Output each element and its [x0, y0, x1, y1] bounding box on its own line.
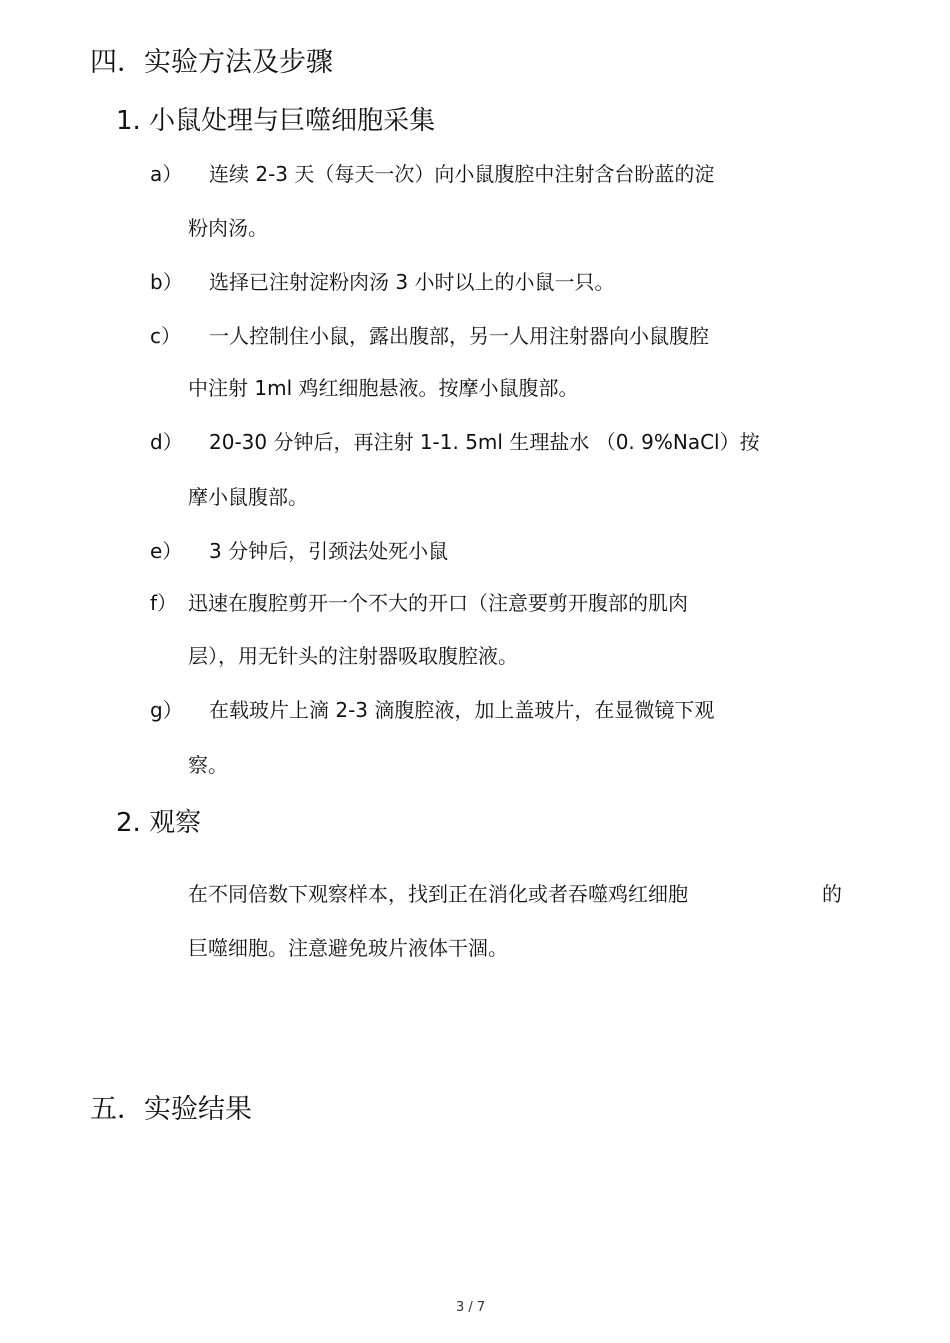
step-g-marker: g） [150, 698, 183, 722]
step-g-text-line2: 察。 [188, 753, 228, 777]
step-b-text-line1: 选择已注射淀粉肉汤 3 小时以上的小鼠一只。 [209, 270, 615, 294]
observation-text-line2: 巨噬细胞。注意避免玻片液体干涸。 [188, 936, 508, 960]
step-e-text-line1: 3 分钟后，引颈法处死小鼠 [209, 539, 449, 563]
page-number: 3 / 7 [456, 1300, 486, 1315]
step-g-text-line1: 在载玻片上滴 2-3 滴腹腔液，加上盖玻片，在显微镜下观 [209, 698, 715, 722]
subsection-title-observation: 2. 观察 [116, 808, 202, 838]
step-d-marker: d） [150, 430, 183, 454]
step-f-text-line2: 层），用无针头的注射器吸取腹腔液。 [188, 644, 518, 668]
step-c-marker: c） [150, 324, 181, 348]
step-d-text-line1: 20-30 分钟后，再注射 1-1. 5ml 生理盐水 （0. 9%NaCl）按 [209, 430, 760, 454]
step-a-text-line2: 粉肉汤。 [188, 216, 268, 240]
step-a-marker: a） [150, 162, 183, 186]
section-title-results: 五．实验结果 [90, 1094, 252, 1125]
observation-text-line1: 在不同倍数下观察样本，找到正在消化或者吞噬鸡红细胞 [188, 882, 688, 906]
section-title-methods: 四．实验方法及步骤 [90, 47, 333, 78]
step-a-text-line1: 连续 2-3 天（每天一次）向小鼠腹腔中注射含台盼蓝的淀 [209, 162, 715, 186]
step-f-text-line1: 迅速在腹腔剪开一个不大的开口（注意要剪开腹部的肌肉 [188, 591, 688, 615]
subsection-title-mouse-treatment: 1. 小鼠处理与巨噬细胞采集 [116, 106, 436, 136]
observation-text-line1-tail: 的 [822, 882, 842, 906]
step-e-marker: e） [150, 539, 183, 563]
step-d-text-line2: 摩小鼠腹部。 [188, 485, 308, 509]
step-f-marker: f） [150, 591, 178, 615]
step-c-text-line2: 中注射 1ml 鸡红细胞悬液。按摩小鼠腹部。 [188, 376, 579, 400]
step-b-marker: b） [150, 270, 183, 294]
step-c-text-line1: 一人控制住小鼠，露出腹部，另一人用注射器向小鼠腹腔 [209, 324, 709, 348]
